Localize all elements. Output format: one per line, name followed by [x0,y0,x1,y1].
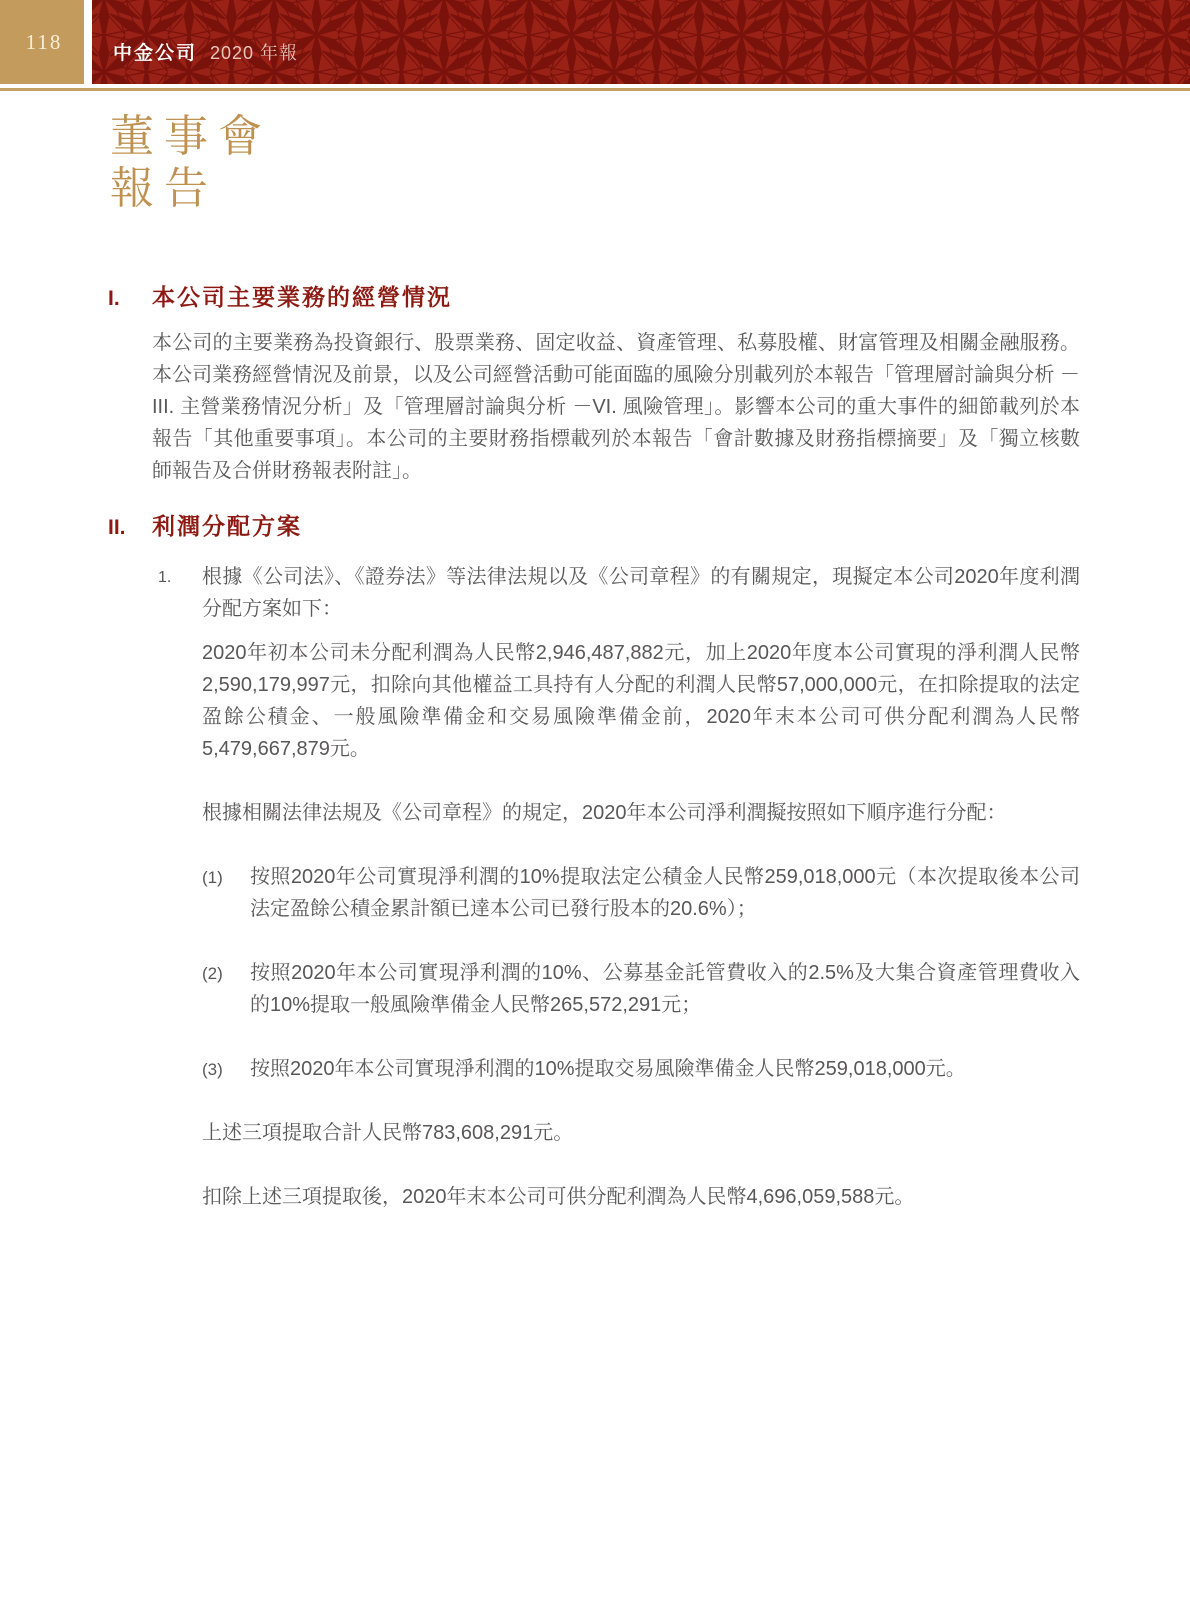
header-banner [92,0,1190,84]
sub-item-2 [202,957,1080,1021]
sub-item-3 [202,1053,1080,1085]
section-1-paragraph: 本公司的主要業務為投資銀行、股票業務、固定收益、資產管理、私募股權、財富管理及相關金融服務。本公司業務經營情況及前景，以及公司經營活動可能面臨的風險分別載列於本報告「管理層討論與分析 －III. 主營業務情況分析」及「管理層討論與分析 －VI. 風險管理」。影響本公司的重大事件的細節載列於本報告「其他重要事項」。本公司的主要財務指標載列於本報告「會計數據及財務指標摘要」及「獨立核數師報告及合併財務報表附註」。 [152,332,1080,482]
paragraph-remaining: 扣除上述三項提取後，2020年末本公司可供分配利潤為人民幣4,696,059,588元。 [202,1186,915,1208]
page-number-box [0,0,84,84]
page-number: 118 [25,29,63,54]
sub-item-1-text: 按照2020年公司實現淨利潤的10%提取法定公積金人民幣259,018,000元（本次提取後本公司法定盈餘公積金累計額已達本公司已發行股本的20.6%）； [250,866,1080,920]
company-name: 中金公司 [113,43,198,64]
sub-item-1-marker: (1) [202,868,223,887]
numbered-item-1-marker: 1. [158,569,172,586]
numbered-item-1-text: 根據《公司法》、《證券法》等法律法規以及《公司章程》的有關規定，現擬定本公司2020年度利潤分配方案如下： [202,566,1080,620]
section-1-heading [108,283,1190,313]
document-title-line1: 董事會 [110,112,272,161]
sub-item-2-marker: (2) [202,964,223,983]
sub-item-3-text: 按照2020年本公司實現淨利潤的10%提取交易風險準備金人民幣259,018,000元。 [250,1058,966,1080]
section-2-heading [108,512,1190,542]
report-year-label: 2020 年報 [210,43,299,63]
section-2-heading-text: 利潤分配方案 [152,513,302,539]
document-title-line2: 報告 [110,164,218,213]
sub-item-1 [202,861,1080,925]
paragraph-opening-balance: 2020年初本公司未分配利潤為人民幣2,946,487,882元，加上2020年度本公司實現的淨利潤人民幣2,590,179,997元，扣除向其他權益工具持有人分配的利潤人民幣57,000,000元，在扣除提取的法定盈餘公積金、一般風險準備金和交易風險準備金前，2020年末本公司可供分配利潤為人民幣5,479,667,879元。 [202,642,1080,760]
document-title [110,111,1190,215]
paragraph-distribution-order: 根據相關法律法規及《公司章程》的規定，2020年本公司淨利潤擬按照如下順序進行分配： [202,802,1007,824]
section-1-number: I. [108,287,120,310]
section-1-heading-text: 本公司主要業務的經營情況 [152,284,452,310]
page-header [0,0,1190,84]
gold-divider [0,88,1190,91]
paragraph-total: 上述三項提取合計人民幣783,608,291元。 [202,1122,574,1144]
numbered-item-1 [158,561,1080,625]
sub-item-2-text: 按照2020年本公司實現淨利潤的10%、公募基金託管費收入的2.5%及大集合資產管理費收入的10%提取一般風險準備金人民幣265,572,291元； [250,962,1080,1016]
section-2-number: II. [108,516,126,539]
sub-item-3-marker: (3) [202,1060,223,1079]
banner-text [113,38,298,65]
